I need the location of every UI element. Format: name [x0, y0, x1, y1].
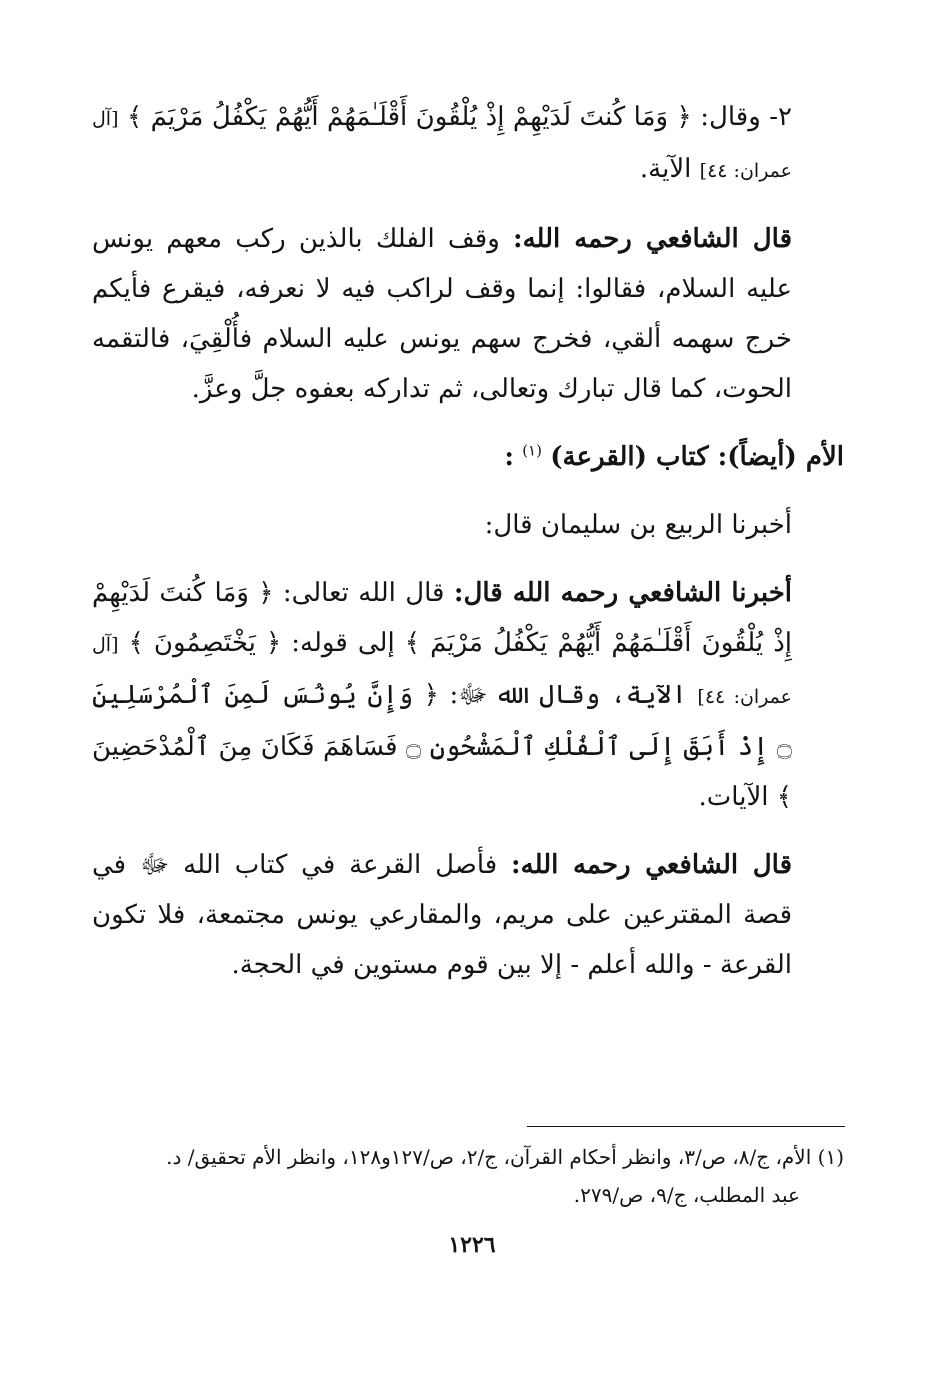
paragraph-6-text: فأصل القرعة في كتاب الله ﷻ في قصة المقترعين على مريم، والمقارعي يونس مجتمعة، فلا تكون القرعة - والله أعلم - إلا بين قوم مستوين في الحجة. — [92, 850, 792, 980]
footnote-line-1 — [92, 1138, 844, 1176]
quran-quote-3: الآية، وقال الله ﷻ: ﴿ وَإِنَّ يُونُسَ لَمِنَ ٱلْمُرْسَلِينَ ۝ إِذْ أَبَقَ إِلَى ٱلْفُلْكِ ٱلْمَشْحُونِ ۝ فَسَاهَمَ فَكَانَ مِنَ ٱلْمُدْحَضِينَ ﴾ الآيات. — [92, 680, 793, 812]
paragraph-4 — [92, 500, 844, 550]
footnote-mark: (١) — [817, 1145, 844, 1169]
verse-reference-2: [آل عمران: ٤٤] — [92, 634, 793, 708]
isnad-line: أخبرنا الربيع بن سليمان قال: — [484, 510, 792, 540]
footnote-text-1: الأم، ج/٨، ص/٣، وانظر أحكام القرآن، ج/٢، ص/١٢٧و١٢٨، وانظر الأم تحقيق/ د. — [166, 1145, 812, 1169]
page-number: ١٢٢٦ — [448, 1232, 496, 1258]
shafii-heading-3: قال الشافعي رحمه الله: — [511, 850, 792, 880]
section-heading — [92, 432, 844, 482]
paragraph-1 — [92, 92, 844, 196]
main-text — [92, 92, 844, 990]
footnote-line-2 — [92, 1176, 844, 1214]
verse-reference-1: [آل عمران: ٤٤] — [92, 108, 792, 182]
shafii-heading-1: قال الشافعي رحمه الله: — [512, 224, 792, 254]
paragraph-5 — [92, 568, 844, 822]
paragraph-6 — [92, 840, 844, 990]
quran-quote-1: ٢- وقال: ﴿ وَمَا كُنتَ لَدَيْهِمْ إِذْ يُلْقُونَ أَقْلَـٰمَهُمْ أَيُّهُمْ يَكْفُلُ مَرْيَمَ ﴾ — [126, 102, 793, 132]
section-title: الأم (أيضاً): كتاب (القرعة) — [550, 442, 844, 472]
footnote-separator — [527, 1126, 845, 1127]
paragraph-2 — [92, 214, 844, 414]
paragraph-1-tail: الآية. — [639, 154, 692, 184]
shafii-heading-2: أخبرنا الشافعي رحمه الله قال: — [453, 578, 793, 608]
footnote-text-2: عبد المطلب، ج/٩، ص/٢٧٩. — [573, 1183, 800, 1207]
paragraph-2-text: وقف الفلك بالذين ركب معهم يونس عليه السلام، فقالوا: إنما وقف لراكب فيه لا نعرفه، فيقرع فأيكم خرج سهمه ألقي، فخرج سهم يونس عليه السلام فأُلْقِيَ، فالتقمه الحوت، كما قال تبارك وتعالى، ثم تداركه بعفوه جلَّ وعزَّ. — [92, 224, 792, 404]
quran-quote-2: قال الله تعالى: ﴿ وَمَا كُنتَ لَدَيْهِمْ إِذْ يُلْقُونَ أَقْلَـٰمَهُمْ أَيُّهُمْ يَكْفُلُ مَرْيَمَ ﴾ إلى قوله: ﴿ يَخْتَصِمُونَ ﴾ — [92, 578, 793, 658]
footnote-marker: (١) — [522, 441, 542, 460]
footnote — [92, 1138, 844, 1214]
section-title-colon: : — [504, 442, 514, 472]
